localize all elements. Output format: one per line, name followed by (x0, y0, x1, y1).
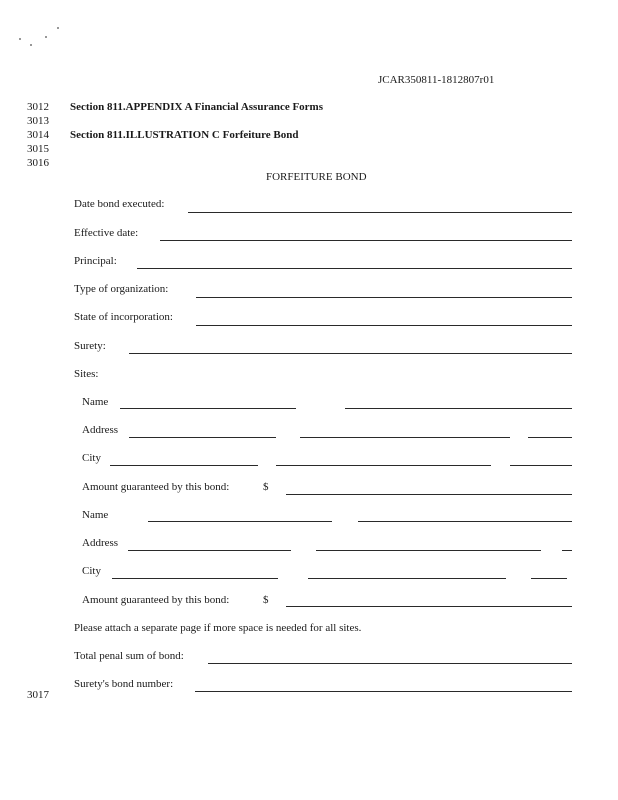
line-number: 3017 (27, 689, 49, 701)
section-heading-illustration: Section 811.ILLUSTRATION C Forfeiture Bond (70, 129, 299, 141)
document-id: JCAR350811-1812807r01 (378, 74, 495, 86)
site1-city-line (110, 465, 258, 466)
attach-note: Please attach a separate page if more space is needed for all sites. (74, 622, 362, 634)
line-number: 3016 (27, 157, 49, 169)
site1-amount-label: Amount guaranteed by this bond: (82, 481, 230, 493)
surety-label: Surety: (74, 340, 106, 352)
site2-name-label: Name (82, 509, 109, 521)
surety-line (129, 353, 572, 354)
date-executed-label: Date bond executed: (74, 198, 165, 210)
section-heading-appendix: Section 811.APPENDIX A Financial Assurance Forms (70, 101, 324, 113)
penal-sum-label: Total penal sum of bond: (74, 650, 184, 662)
site1-address-line-3 (528, 437, 572, 438)
site2-name-line-2 (358, 521, 572, 522)
line-number: 3012 (27, 101, 49, 113)
organization-line (196, 297, 572, 298)
site1-city-label: City (82, 452, 101, 464)
principal-line (137, 268, 572, 269)
effective-date-line (160, 240, 572, 241)
penal-sum-line (208, 663, 572, 664)
site1-name-line-2 (345, 408, 572, 409)
site2-address-line-3 (562, 550, 572, 551)
site1-city-line-3 (510, 465, 572, 466)
site1-amount-line (286, 494, 572, 495)
sites-label: Sites: (74, 368, 99, 380)
site1-city-line-2 (276, 465, 491, 466)
scan-speck (30, 44, 32, 46)
site2-name-line (148, 521, 332, 522)
site2-address-line (128, 550, 291, 551)
site2-city-line-2 (308, 578, 506, 579)
bond-number-line (195, 691, 572, 692)
line-number: 3014 (27, 129, 49, 141)
site2-city-line (112, 578, 278, 579)
scan-speck (19, 38, 21, 40)
bond-number-label: Surety's bond number: (74, 678, 174, 690)
site1-dollar-sign: $ (263, 481, 269, 493)
site2-city-label: City (82, 565, 101, 577)
site1-name-line (120, 408, 296, 409)
site2-address-line-2 (316, 550, 541, 551)
site2-amount-line (286, 606, 572, 607)
site1-name-label: Name (82, 396, 109, 408)
date-executed-line (188, 212, 572, 213)
effective-date-label: Effective date: (74, 227, 139, 239)
site2-amount-label: Amount guaranteed by this bond: (82, 594, 230, 606)
scan-speck (45, 36, 47, 38)
incorporation-line (196, 325, 572, 326)
principal-label: Principal: (74, 255, 117, 267)
site2-address-label: Address (82, 537, 119, 549)
site2-dollar-sign: $ (263, 594, 269, 606)
line-number: 3013 (27, 115, 49, 127)
scan-speck (57, 27, 59, 29)
site1-address-label: Address (82, 424, 119, 436)
site1-address-line (129, 437, 276, 438)
incorporation-label: State of incorporation: (74, 311, 173, 323)
organization-label: Type of organization: (74, 283, 169, 295)
site1-address-line-2 (300, 437, 510, 438)
site2-city-line-3 (531, 578, 567, 579)
form-title: FORFEITURE BOND (266, 171, 367, 183)
line-number: 3015 (27, 143, 49, 155)
